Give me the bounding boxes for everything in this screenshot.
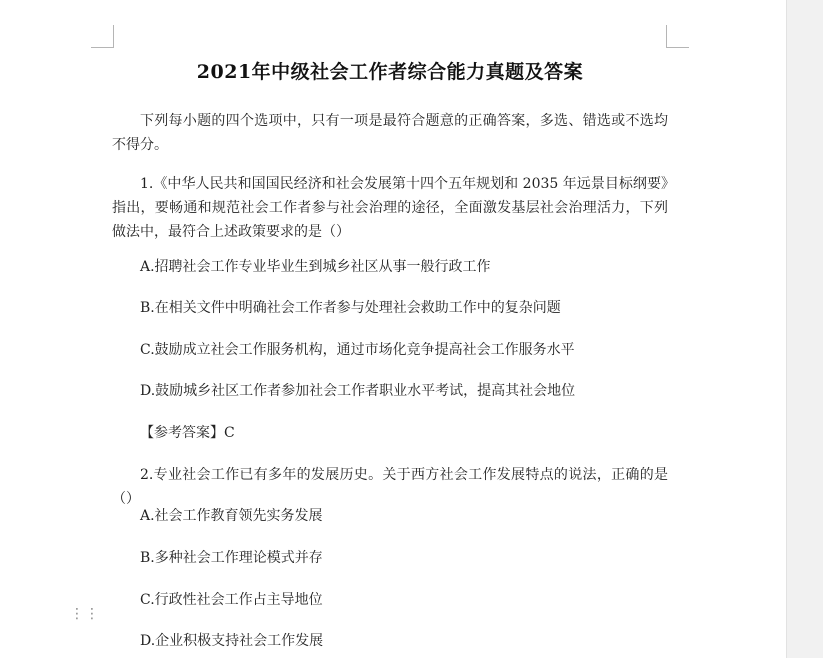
question-2-option-a: A.社会工作教育领先实务发展 (140, 508, 323, 524)
question-2-option-c: C.行政性社会工作占主导地位 (140, 592, 323, 608)
right-gutter (786, 0, 823, 658)
drag-handle-icon[interactable]: ⋮⋮ (70, 606, 100, 622)
question-1-stem: 1.《中华人民共和国国民经济和社会发展第十四个五年规划和 2035 年远景目标纲要》指出，要畅通和规范社会工作者参与社会治理的途径，全面激发基层社会治理活力，下列做法中，最符合上述政策要求的是（） (112, 176, 668, 240)
question-1-option-b: B.在相关文件中明确社会工作者参与处理社会救助工作中的复杂问题 (140, 300, 561, 316)
crop-mark-top-right (666, 25, 689, 48)
question-2-option-b: B.多种社会工作理论模式并存 (140, 550, 323, 566)
question-1-option-a: A.招聘社会工作专业毕业生到城乡社区从事一般行政工作 (140, 259, 491, 275)
question-1-option-d: D.鼓励城乡社区工作者参加社会工作者职业水平考试，提高其社会地位 (140, 383, 576, 399)
question-2-stem: 2.专业社会工作已有多年的发展历史。关于西方社会工作发展特点的说法，正确的是（） (112, 467, 668, 507)
document-title: 2021年中级社会工作者综合能力真题及答案 (196, 61, 584, 83)
instructions-paragraph: 下列每小题的四个选项中，只有一项是最符合题意的正确答案，多选、错选或不选均不得分。 (112, 113, 668, 153)
question-1-answer: 【参考答案】C (140, 425, 235, 441)
question-2-option-d: D.企业积极支持社会工作发展 (140, 633, 324, 649)
question-1-option-c: C.鼓励成立社会工作服务机构，通过市场化竞争提高社会工作服务水平 (140, 342, 575, 358)
crop-mark-top-left (91, 25, 114, 48)
